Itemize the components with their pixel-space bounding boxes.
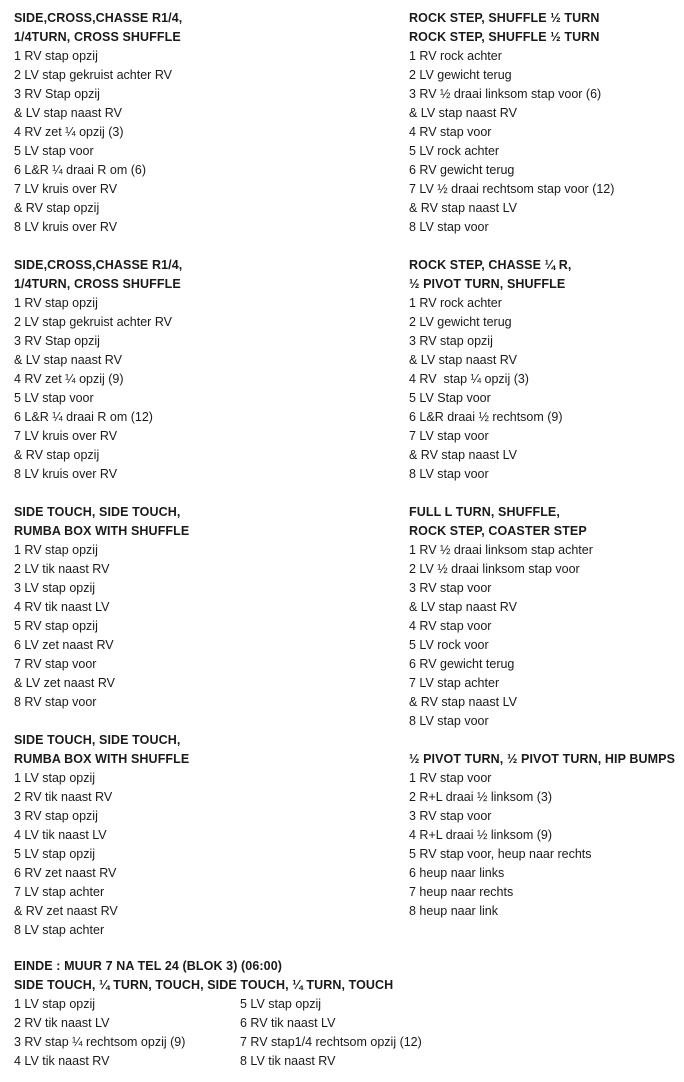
step-line: & RV zet naast RV — [14, 904, 118, 918]
step-line: 6 L&R draai ½ rechtsom (9) — [409, 410, 563, 424]
section — [14, 9, 334, 237]
step-line: 5 LV Stap voor — [409, 391, 491, 405]
step-line: 6 RV zet naast RV — [14, 866, 117, 880]
step-line: 7 LV stap achter — [14, 885, 105, 899]
step-line: 3 RV Stap opzij — [14, 334, 100, 348]
step-line: 1 RV stap opzij — [14, 49, 98, 63]
ending-col-1 — [14, 995, 240, 1071]
step-line: 7 LV stap voor — [409, 429, 489, 443]
section — [409, 750, 679, 921]
step-line: 3 LV stap opzij — [14, 581, 96, 595]
ending-steps — [14, 995, 674, 1071]
section-title: ROCK STEP, SHUFFLE ½ TURN — [409, 11, 600, 25]
section-title: ROCK STEP, CHASSE ¼ R, — [409, 258, 572, 272]
step-line: 6 LV zet naast RV — [14, 638, 114, 652]
step-line: & LV stap naast RV — [409, 106, 517, 120]
step-line: 4 RV stap voor — [409, 619, 492, 633]
step-line: 8 LV kruis over RV — [14, 467, 118, 481]
step-line: 1 RV stap opzij — [14, 296, 98, 310]
section-title: RUMBA BOX WITH SHUFFLE — [14, 752, 190, 766]
step-line: 3 RV stap voor — [409, 809, 492, 823]
section — [409, 256, 679, 484]
step-line: & RV stap opzij — [14, 201, 100, 215]
step-line: 2 RV tik naast LV — [14, 1016, 110, 1030]
step-line: 5 LV stap voor — [14, 144, 94, 158]
step-line: 8 RV stap voor — [14, 695, 97, 709]
step-line: 6 RV tik naast LV — [240, 1016, 336, 1030]
step-line: 5 LV rock voor — [409, 638, 489, 652]
section — [14, 731, 334, 940]
step-line: 6 L&R ¼ draai R om (12) — [14, 410, 153, 424]
section-title: FULL L TURN, SHUFFLE, — [409, 505, 560, 519]
step-line: 8 LV tik naast RV — [240, 1054, 336, 1068]
section-title: ½ PIVOT TURN, ½ PIVOT TURN, HIP BUMPS — [409, 752, 676, 766]
step-line: 2 RV tik naast RV — [14, 790, 113, 804]
section — [409, 9, 679, 237]
step-line: 1 LV stap opzij — [14, 997, 96, 1011]
section-title: SIDE,CROSS,CHASSE R1/4, — [14, 258, 183, 272]
step-line: & LV stap naast RV — [14, 106, 122, 120]
section-title: ½ PIVOT TURN, SHUFFLE — [409, 277, 566, 291]
step-line: 6 RV gewicht terug — [409, 657, 515, 671]
step-line: 4 RV tik naast LV — [14, 600, 110, 614]
step-line: 2 LV ½ draai linksom stap voor — [409, 562, 580, 576]
ending-section — [14, 957, 674, 1071]
step-line: 6 RV gewicht terug — [409, 163, 515, 177]
step-line: 8 LV stap voor — [409, 714, 489, 728]
step-line: 7 LV kruis over RV — [14, 182, 118, 196]
step-line: 7 LV ½ draai rechtsom stap voor (12) — [409, 182, 615, 196]
step-line: 4 RV zet ¼ opzij (3) — [14, 125, 124, 139]
step-line: 3 RV stap ¼ rechtsom opzij (9) — [14, 1035, 186, 1049]
step-line: 3 RV Stap opzij — [14, 87, 100, 101]
step-line: 3 RV stap opzij — [14, 809, 98, 823]
step-line: 4 LV tik naast RV — [14, 1054, 110, 1068]
section-title: RUMBA BOX WITH SHUFFLE — [14, 524, 190, 538]
step-line: 2 LV gewicht terug — [409, 68, 512, 82]
step-line: 4 RV stap ¼ opzij (3) — [409, 372, 529, 386]
step-line: 2 LV stap gekruist achter RV — [14, 315, 172, 329]
step-line: 7 LV kruis over RV — [14, 429, 118, 443]
step-line: 1 RV stap voor — [409, 771, 492, 785]
section-title: ROCK STEP, COASTER STEP — [409, 524, 587, 538]
step-line: 3 RV stap opzij — [409, 334, 493, 348]
step-line: 4 LV tik naast LV — [14, 828, 107, 842]
section-title: 1/4TURN, CROSS SHUFFLE — [14, 30, 181, 44]
step-line: 7 RV stap voor — [14, 657, 97, 671]
step-line: 7 LV stap achter — [409, 676, 500, 690]
step-line: 4 R+L draai ½ linksom (9) — [409, 828, 552, 842]
step-line: 5 RV stap opzij — [14, 619, 98, 633]
step-line: 8 LV stap achter — [14, 923, 105, 937]
step-line: 5 LV stap voor — [14, 391, 94, 405]
step-line: & LV stap naast RV — [409, 353, 517, 367]
step-line: & LV stap naast RV — [14, 353, 122, 367]
section — [14, 503, 334, 712]
section — [409, 503, 679, 731]
right-column — [409, 9, 679, 940]
step-line: 8 LV kruis over RV — [14, 220, 118, 234]
step-line: 4 RV stap voor — [409, 125, 492, 139]
section — [14, 256, 334, 484]
ending-col-2 — [240, 995, 540, 1071]
section-title: SIDE,CROSS,CHASSE R1/4, — [14, 11, 183, 25]
step-line: 7 heup naar rechts — [409, 885, 514, 899]
section-title: ROCK STEP, SHUFFLE ½ TURN — [409, 30, 600, 44]
step-line: 1 RV ½ draai linksom stap achter — [409, 543, 593, 557]
step-line: 1 LV stap opzij — [14, 771, 96, 785]
step-line: & RV stap naast LV — [409, 201, 517, 215]
step-line: & LV stap naast RV — [409, 600, 517, 614]
step-line: 1 RV stap opzij — [14, 543, 98, 557]
step-line: & RV stap opzij — [14, 448, 100, 462]
step-line: & LV zet naast RV — [14, 676, 115, 690]
step-line: 8 LV stap voor — [409, 220, 489, 234]
step-line: 5 LV stap opzij — [240, 997, 322, 1011]
step-line: 2 LV tik naast RV — [14, 562, 110, 576]
section-title: SIDE TOUCH, SIDE TOUCH, — [14, 733, 181, 747]
ending-title: SIDE TOUCH, ¼ TURN, TOUCH, SIDE TOUCH, ¼ TURN, TOUCH — [14, 978, 394, 992]
step-line: 8 LV stap voor — [409, 467, 489, 481]
section-title: 1/4TURN, CROSS SHUFFLE — [14, 277, 181, 291]
step-line: 5 RV stap voor, heup naar rechts — [409, 847, 592, 861]
section-title: SIDE TOUCH, SIDE TOUCH, — [14, 505, 181, 519]
step-line: & RV stap naast LV — [409, 448, 517, 462]
step-line: 7 RV stap1/4 rechtsom opzij (12) — [240, 1035, 422, 1049]
step-line: 1 RV rock achter — [409, 296, 502, 310]
step-line: 5 LV rock achter — [409, 144, 500, 158]
ending-title: EINDE : MUUR 7 NA TEL 24 (BLOK 3) (06:00) — [14, 959, 283, 973]
step-line: 6 L&R ¼ draai R om (6) — [14, 163, 146, 177]
step-line: & RV stap naast LV — [409, 695, 517, 709]
step-line: 3 RV stap voor — [409, 581, 492, 595]
step-line: 6 heup naar links — [409, 866, 505, 880]
step-line: 2 R+L draai ½ linksom (3) — [409, 790, 552, 804]
step-line: 2 LV gewicht terug — [409, 315, 512, 329]
step-line: 5 LV stap opzij — [14, 847, 96, 861]
step-line: 3 RV ½ draai linksom stap voor (6) — [409, 87, 602, 101]
left-column — [14, 9, 334, 959]
step-line: 2 LV stap gekruist achter RV — [14, 68, 172, 82]
step-line: 1 RV rock achter — [409, 49, 502, 63]
step-line: 8 heup naar link — [409, 904, 498, 918]
step-line: 4 RV zet ¼ opzij (9) — [14, 372, 124, 386]
